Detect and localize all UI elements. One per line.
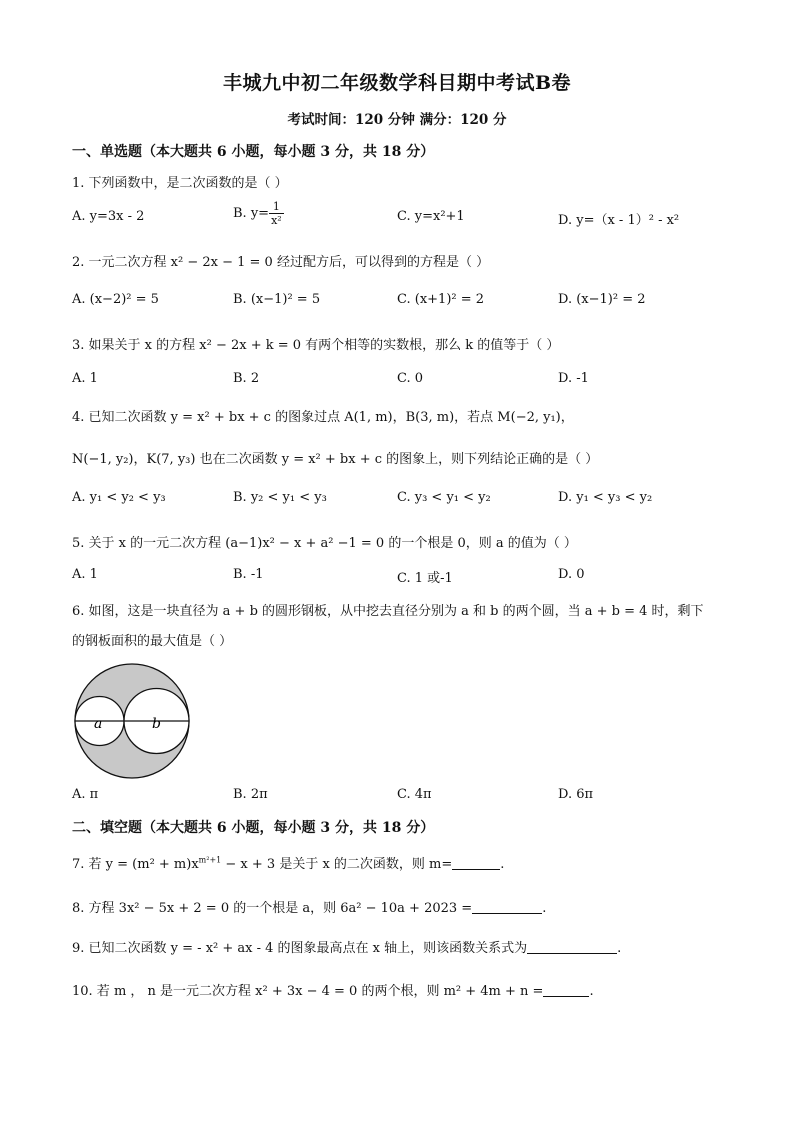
question-1-option-a: A. y=3x - 2: [72, 209, 145, 224]
question-4-option-d: D. y₁ < y₃ < y₂: [558, 490, 653, 505]
question-5-stem: 5. 关于 x 的一元二次方程 (a−1)x² − x + a² −1 = 0 的一个根是 0，则 a 的值为（ ）: [72, 536, 577, 551]
question-9: [72, 937, 621, 956]
question-6-option-a: A. π: [72, 787, 99, 802]
question-1-stem: 1. 下列函数中，是二次函数的是（ ）: [72, 176, 288, 191]
figure-label-a: a: [94, 716, 103, 732]
question-3-option-a: A. 1: [72, 371, 98, 386]
question-8-stem: 8. 方程 3x² − 5x + 2 = 0 的一个根是 a，则 6a² − 10a + 2023 =: [72, 901, 473, 916]
question-5-option-d: D. 0: [558, 567, 585, 582]
question-9-end: .: [617, 941, 622, 956]
question-6-option-c: C. 4π: [397, 787, 432, 802]
question-10-stem: 10. 若 m ， n 是一元二次方程 x² + 3x − 4 = 0 的两个根，则 m² + 4m + n =: [72, 984, 544, 999]
question-2-stem: 2. 一元二次方程 x² − 2x − 1 = 0 经过配方后，可以得到的方程是（ ）: [72, 255, 490, 270]
question-7-exponent: m²+1: [198, 855, 222, 865]
question-4-option-c: C. y₃ < y₁ < y₂: [397, 490, 491, 505]
fraction-denominator: x²: [271, 214, 282, 227]
question-5-option-c: C. 1 或-1: [397, 571, 453, 586]
question-6-stem-line-2: 的钢板面积的最大值是（ ）: [72, 634, 233, 649]
question-3-option-c: C. 0: [397, 371, 424, 386]
question-6-stem-line-1: 6. 如图，这是一块直径为 a + b 的圆形钢板，从中挖去直径分别为 a 和 b 的两个圆，当 a + b = 4 时，剩下: [72, 604, 704, 619]
question-5-option-b: B. -1: [233, 567, 264, 582]
circle-figure: [70, 659, 194, 783]
exam-info: 考试时间：120 分钟 满分：120 分: [287, 112, 507, 128]
question-9-stem: 9. 已知二次函数 y = - x² + ax - 4 的图象最高点在 x 轴上，则该函数关系式为: [72, 941, 528, 956]
question-7-answer-blank[interactable]: [452, 856, 500, 870]
question-6-option-b: B. 2π: [233, 787, 268, 802]
figure-label-b: b: [152, 716, 161, 732]
question-4-option-a: A. y₁ < y₂ < y₃: [72, 490, 166, 505]
question-3-option-d: D. -1: [558, 371, 589, 386]
fraction-numerator: 1: [269, 200, 284, 214]
question-10: [72, 980, 594, 999]
question-3-option-b: B. 2: [233, 371, 260, 386]
question-4-stem-line-2: N(−1, y₂)，K(7, y₃) 也在二次函数 y = x² + bx + c 的图象上，则下列结论正确的是（ ）: [72, 452, 599, 467]
question-6-option-d: D. 6π: [558, 787, 594, 802]
question-7-stem-pre: 7. 若 y = (m² + m)x: [72, 857, 199, 872]
question-8-end: .: [542, 901, 547, 916]
question-1-option-d: D. y=（x - 1）² - x²: [558, 213, 680, 228]
question-2-option-c: C. (x+1)² = 2: [397, 292, 485, 307]
question-1-option-c: C. y=x²+1: [397, 209, 465, 224]
question-2-option-a: A. (x−2)² = 5: [72, 292, 159, 307]
question-10-answer-blank[interactable]: [543, 983, 589, 997]
question-2-option-d: D. (x−1)² = 2: [558, 292, 646, 307]
question-1-option-b-prefix: B. y=: [233, 206, 270, 221]
question-7-stem-post: − x + 3 是关于 x 的二次函数，则 m=: [221, 857, 453, 872]
question-9-answer-blank[interactable]: [527, 940, 617, 954]
page-title: 丰城九中初二年级数学科目期中考试B卷: [222, 72, 572, 94]
question-7: [72, 853, 504, 872]
question-7-end: .: [500, 857, 505, 872]
question-8: [72, 897, 546, 916]
section-heading-fill-blank: 二、填空题（本大题共 6 小题，每小题 3 分，共 18 分）: [72, 820, 435, 836]
question-3-stem: 3. 如果关于 x 的方程 x² − 2x + k = 0 有两个相等的实数根，那么 k 的值等于（ ）: [72, 338, 560, 353]
section-heading-single-choice: 一、单选题（本大题共 6 小题，每小题 3 分，共 18 分）: [72, 144, 435, 160]
question-8-answer-blank[interactable]: [472, 900, 542, 914]
question-1-option-b-fraction: [269, 200, 284, 227]
question-10-end: .: [589, 984, 594, 999]
question-1-option-b: [233, 200, 284, 227]
question-2-option-b: B. (x−1)² = 5: [233, 292, 321, 307]
question-4-option-b: B. y₂ < y₁ < y₃: [233, 490, 327, 505]
question-5-option-a: A. 1: [72, 567, 98, 582]
question-4-stem-line-1: 4. 已知二次函数 y = x² + bx + c 的图象过点 A(1, m)，B(3, m)，若点 M(−2, y₁)，: [72, 410, 574, 425]
